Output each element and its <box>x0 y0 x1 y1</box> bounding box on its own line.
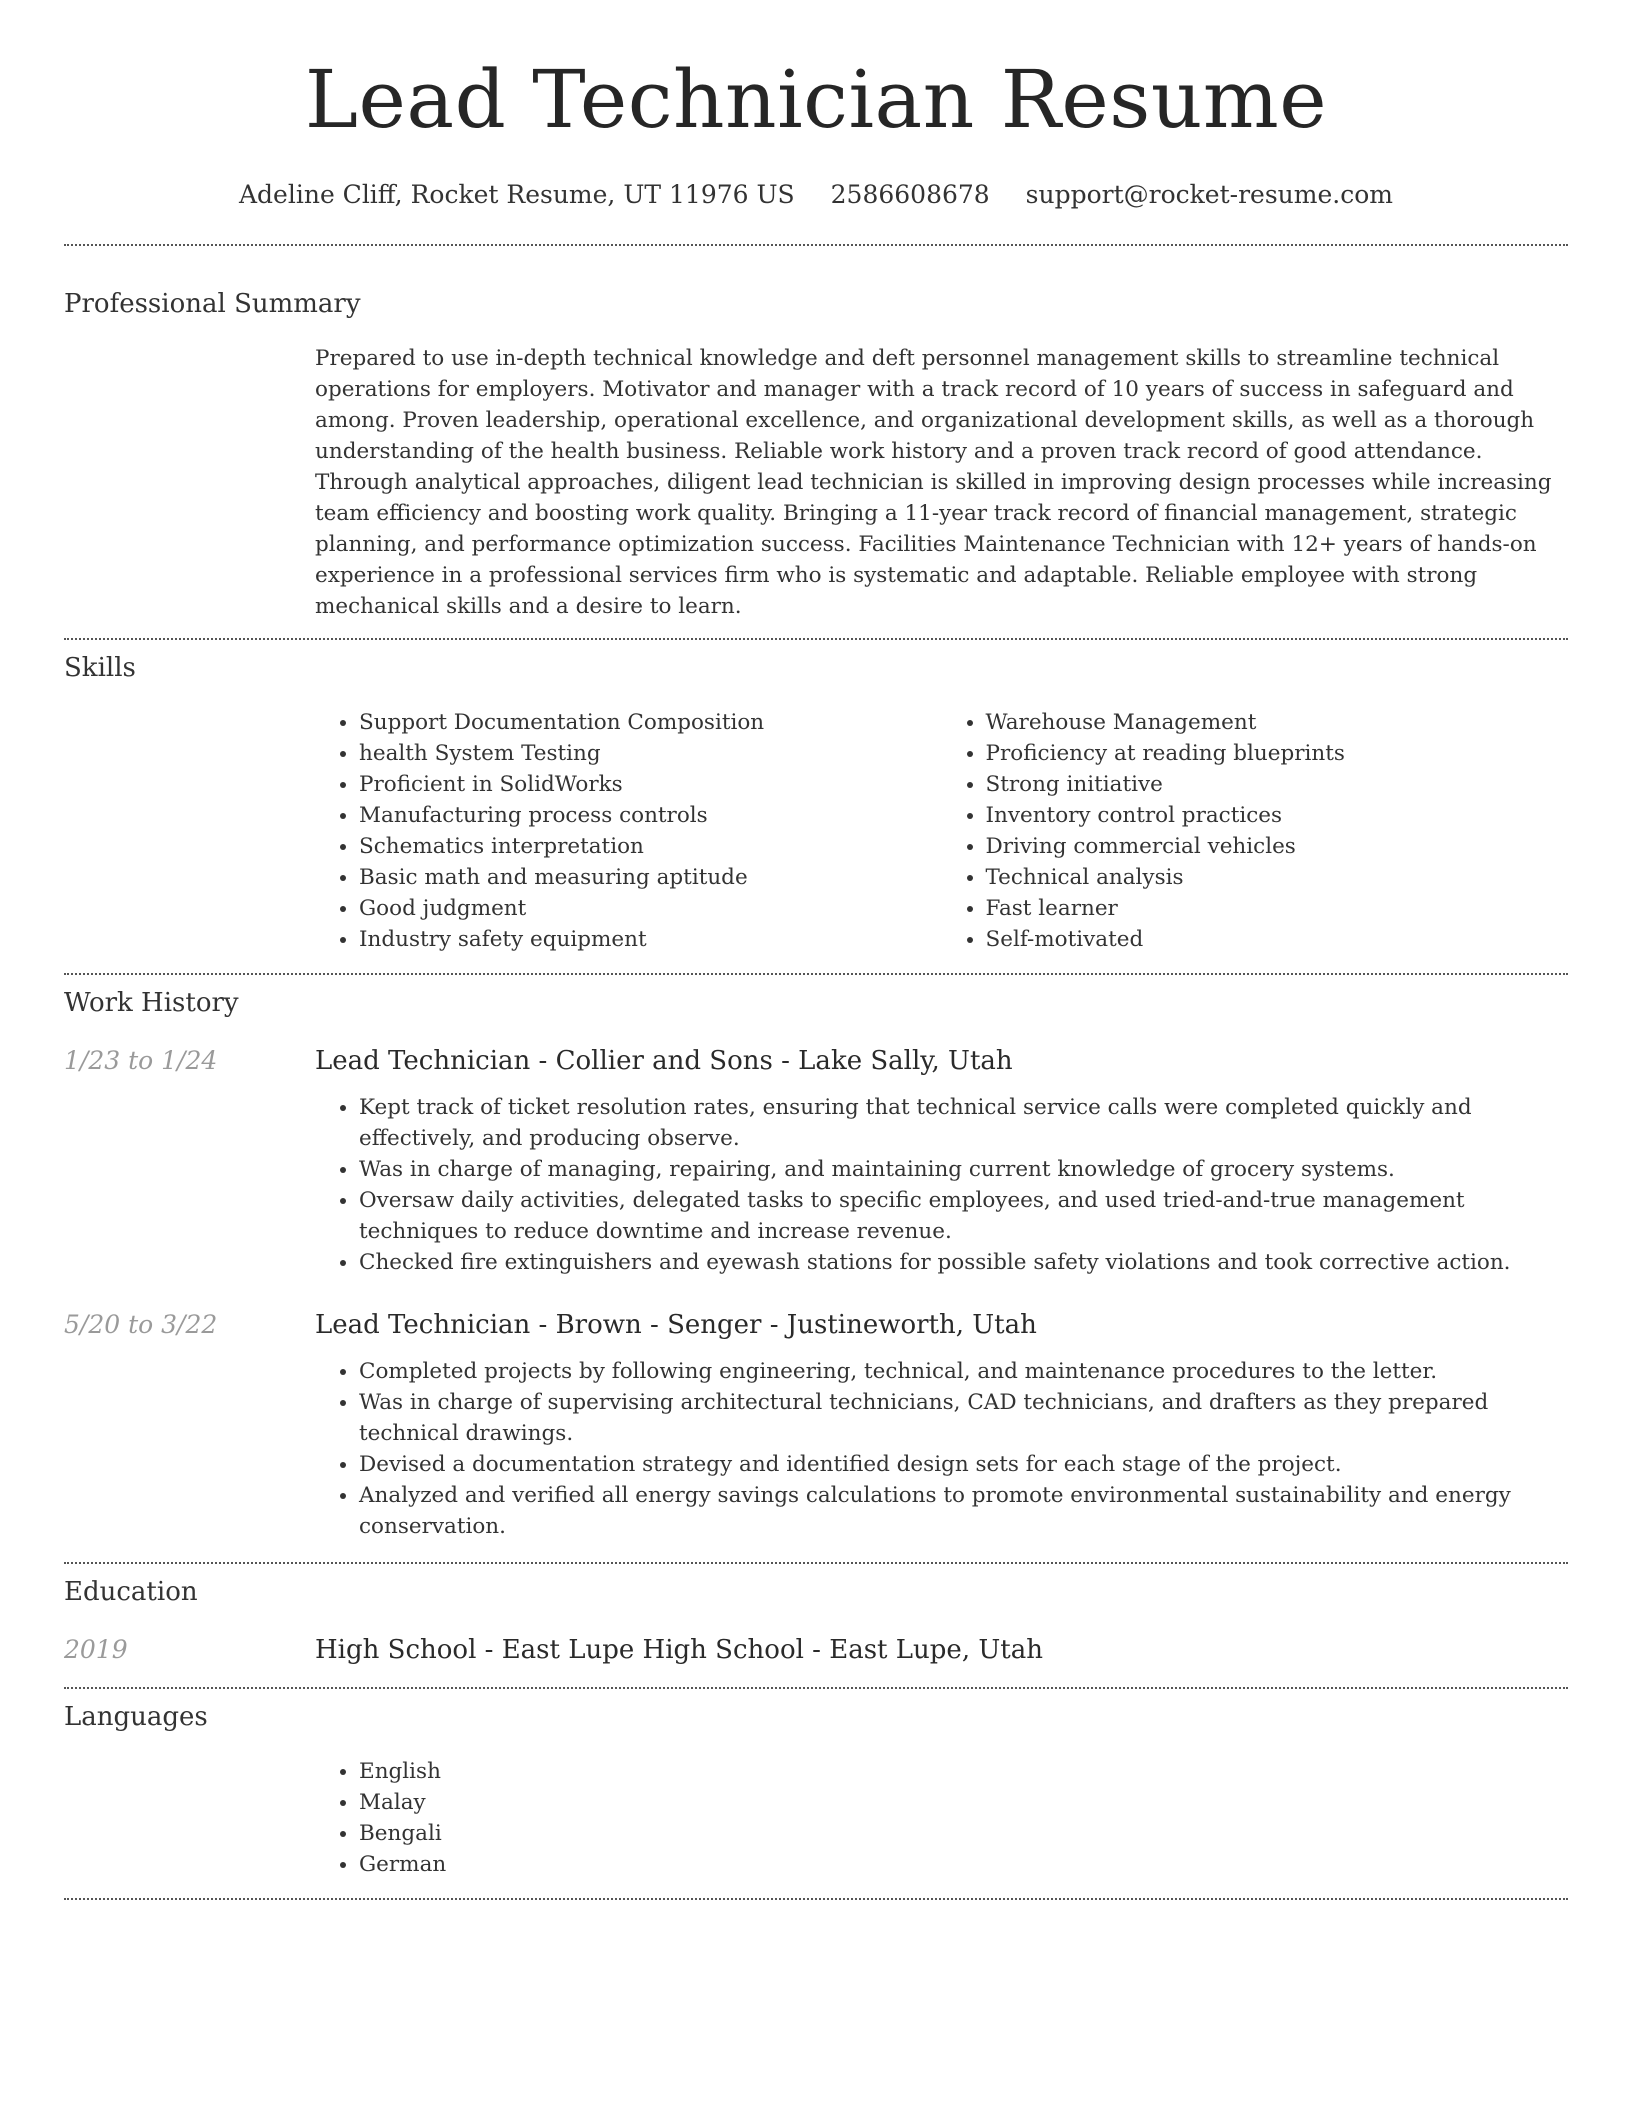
language-item: • English <box>359 1756 1568 1787</box>
job-bullet: • Devised a documentation strategy and identified design sets for each stage of the project. <box>359 1449 1568 1480</box>
resume-title: Lead Technician Resume <box>304 53 1328 146</box>
job-bullet: • Was in charge of supervising architectural technicians, CAD technicians, and drafters as they prepared technical drawings. <box>359 1387 1568 1449</box>
skill-item: • Strong initiative <box>986 769 1569 800</box>
skill-item: • Industry safety equipment <box>359 924 942 955</box>
skill-item: • Manufacturing process controls <box>359 800 942 831</box>
job-bullet: • Checked fire extinguishers and eyewash stations for possible safety violations and took corrective action. <box>359 1247 1568 1278</box>
skills-list-right <box>942 707 1569 955</box>
job-dates: 1/23 to 1/24 <box>64 1046 218 1075</box>
skill-item: • Proficiency at reading blueprints <box>986 738 1569 769</box>
languages-list <box>315 1756 1568 1880</box>
languages-block <box>315 1756 1568 1880</box>
job-bullet: • Was in charge of managing, repairing, and maintaining current knowledge of grocery systems. <box>359 1154 1568 1185</box>
job-title: Lead Technician - Brown - Senger - Justineworth, Utah <box>315 1310 1037 1340</box>
job-bullet: • Analyzed and verified all energy savings calculations to promote environmental sustainability and energy conservation. <box>359 1480 1568 1542</box>
job-duties <box>315 1092 1568 1278</box>
skill-item: • Good judgment <box>359 893 942 924</box>
skills-list-left <box>315 707 942 955</box>
contact-line <box>64 178 1568 212</box>
skills-grid <box>315 707 1568 955</box>
job-title: Lead Technician - Collier and Sons - Lake Sally, Utah <box>315 1046 1013 1076</box>
job-bullets <box>315 1356 1568 1542</box>
education-title: High School - East Lupe High School - East Lupe, Utah <box>315 1635 1043 1665</box>
work-heading: Work History <box>64 988 239 1018</box>
skill-item: • Inventory control practices <box>986 800 1569 831</box>
skill-item: • Schematics interpretation <box>359 831 942 862</box>
job-bullets <box>315 1092 1568 1278</box>
education-entry <box>64 1633 1568 1667</box>
contact-email: support@rocket-resume.com <box>1025 180 1393 209</box>
job-entry <box>64 1308 1568 1342</box>
job-bullet: • Kept track of ticket resolution rates, ensuring that technical service calls were completed quickly and effectively, and producing observe. <box>359 1092 1568 1154</box>
section-divider <box>64 1562 1568 1564</box>
skill-item: • Support Documentation Composition <box>359 707 942 738</box>
skill-item: • Self-motivated <box>986 924 1569 955</box>
section-divider <box>64 973 1568 975</box>
education-heading: Education <box>64 1577 198 1607</box>
contact-phone: 2586608678 <box>830 180 990 209</box>
summary-text: Prepared to use in-depth technical knowledge and deft personnel management skills to streamline technical operations for employers. Motivator and manager with a track record of 10 years of success in safeguard and among. Proven leadership, operational excellence, and organizational development skills, as well as a thorough understanding of the health business. Reliable work history and a proven track record of good attendance. Through analytical approaches, diligent lead technician is skilled in improving design processes while increasing team efficiency and boosting work quality. Bringing a 11-year track record of financial management, strategic planning, and performance optimization success. Facilities Maintenance Technician with 12+ years of hands-on experience in a professional services firm who is systematic and adaptable. Reliable employee with strong mechanical skills and a desire to learn. <box>315 346 1552 619</box>
job-duties <box>315 1356 1568 1542</box>
language-item: • German <box>359 1849 1568 1880</box>
skill-item: • health System Testing <box>359 738 942 769</box>
skill-item: • Proficient in SolidWorks <box>359 769 942 800</box>
job-bullet: • Oversaw daily activities, delegated tasks to specific employees, and used tried-and-true management techniques to reduce downtime and increase revenue. <box>359 1185 1568 1247</box>
skill-item: • Driving commercial vehicles <box>986 831 1569 862</box>
education-year: 2019 <box>64 1635 128 1664</box>
section-divider <box>64 1898 1568 1900</box>
language-item: • Bengali <box>359 1818 1568 1849</box>
skill-item: • Fast learner <box>986 893 1569 924</box>
language-item: • Malay <box>359 1787 1568 1818</box>
job-dates: 5/20 to 3/22 <box>64 1310 218 1339</box>
job-bullet: • Completed projects by following engineering, technical, and maintenance procedures to the letter. <box>359 1356 1568 1387</box>
section-divider <box>64 638 1568 640</box>
summary-heading: Professional Summary <box>64 289 361 319</box>
languages-heading: Languages <box>64 1702 208 1732</box>
section-divider <box>64 244 1568 246</box>
contact-address: Adeline Cliff, Rocket Resume, UT 11976 US <box>239 180 795 209</box>
skill-item: • Technical analysis <box>986 862 1569 893</box>
skill-item: • Warehouse Management <box>986 707 1569 738</box>
skills-heading: Skills <box>64 653 136 683</box>
skill-item: • Basic math and measuring aptitude <box>359 862 942 893</box>
section-divider <box>64 1687 1568 1689</box>
summary-block <box>315 343 1568 622</box>
job-entry <box>64 1044 1568 1078</box>
